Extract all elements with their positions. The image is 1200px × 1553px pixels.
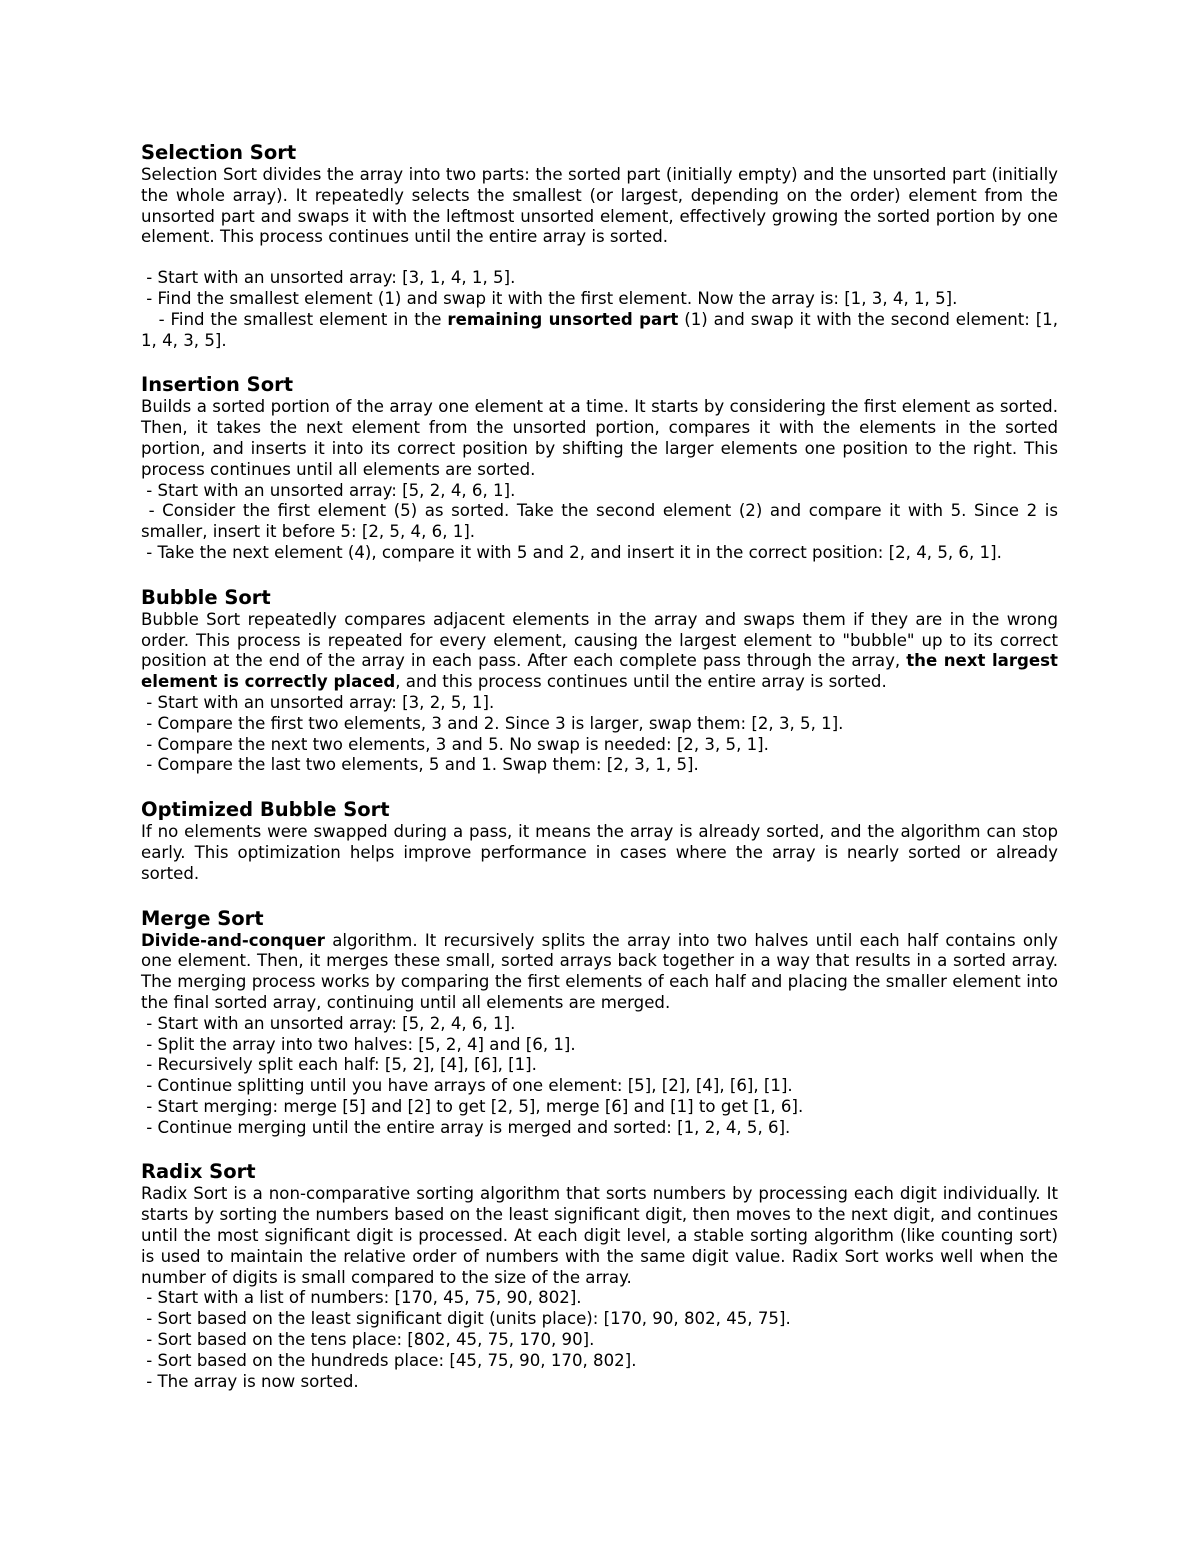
- section-heading: Merge Sort: [141, 906, 264, 930]
- section-paragraph: Selection Sort divides the array into two parts: the sorted part (initially empty) and the unsorted part (initially the whole array). It repeatedly selects the smallest (or largest, depending on the order) element from the unsorted part and swaps it with the leftmost unsorted element, effectively growing the sorted portion by one element. This process continues until the entire array is sorted.: [141, 165, 1058, 247]
- step-item: - Take the next element (4), compare it with 5 and 2, and insert it in the correct position: [2, 4, 5, 6, 1].: [141, 542, 1002, 562]
- section-merge-sort: [141, 905, 1058, 1139]
- section-heading: Selection Sort: [141, 141, 297, 164]
- section-insertion-sort: [141, 371, 1064, 563]
- section-heading: Insertion Sort: [141, 373, 294, 397]
- step-item: - Compare the last two elements, 5 and 1. Swap them: [2, 3, 1, 5].: [141, 755, 699, 775]
- step-item: - Start with an unsorted array: [5, 2, 4, 6, 1].: [141, 1013, 516, 1033]
- section-paragraph: [141, 610, 1058, 693]
- section-optimized-bubble-sort: [141, 796, 1058, 884]
- paragraph-text: , and this process continues until the entire array is sorted.: [395, 672, 887, 692]
- section-paragraph: Builds a sorted portion of the array one element at a time. It starts by considering the first element as sorted. Then, it takes the next element from the unsorted portion, compares it with the elements in the sorted portion, and inserts it into its correct position by shifting the larger elements one position to the right. This process continues until all elements are sorted.: [141, 397, 1058, 479]
- section-paragraph: Radix Sort is a non-comparative sorting algorithm that sorts numbers by processing each digit individually. It starts by sorting the numbers based on the least significant digit, then moves to the next digit, and continues until the most significant digit is processed. At each digit level, a stable sorting algorithm (like counting sort) is used to maintain the relative order of numbers with the same digit value. Radix Sort works well when the number of digits is small compared to the size of the array.: [141, 1184, 1058, 1287]
- paragraph-text: Bubble Sort repeatedly compares adjacent elements in the array and swaps them if they are in the wrong order. This process is repeated for every element, causing the largest element to "bubble" up to its correct position at the end of the array in each pass. After each complete pass through the array,: [141, 609, 1058, 671]
- step-item: - Continue merging until the entire array is merged and sorted: [1, 2, 4, 5, 6].: [141, 1117, 791, 1137]
- section-paragraph: [141, 931, 1058, 1014]
- step-item: - Start with a list of numbers: [170, 45, 75, 90, 802].: [141, 1288, 582, 1308]
- step-list: [141, 1288, 1058, 1392]
- bold-phrase: remaining unsorted part: [447, 309, 679, 329]
- step-item: - Find the smallest element (1) and swap it with the first element. Now the array is: [1, 3, 4, 1, 5].: [141, 288, 958, 308]
- document-page: [141, 139, 1064, 1412]
- step-item: - The array is now sorted.: [141, 1371, 359, 1391]
- step-list: [141, 1014, 1058, 1139]
- step-item: - Sort based on the hundreds place: [45, 75, 90, 170, 802].: [141, 1350, 637, 1370]
- step-text: (1) and swap it with the second element: [1, 1, 4, 3, 5].: [141, 309, 1064, 350]
- bold-phrase: Divide-and-conquer: [141, 930, 325, 950]
- section-paragraph: If no elements were swapped during a pass, it means the array is already sorted, and the algorithm can stop early. This optimization helps improve performance in cases where the array is nearly sorted or already sorted.: [141, 822, 1058, 883]
- step-item: - Start merging: merge [5] and [2] to get [2, 5], merge [6] and [1] to get [1, 6].: [141, 1096, 804, 1116]
- step-item: - Sort based on the tens place: [802, 45, 75, 170, 90].: [141, 1330, 595, 1350]
- step-list: [141, 693, 1058, 776]
- step-item: - Recursively split each half: [5, 2], [4], [6], [1].: [141, 1055, 537, 1075]
- section-radix-sort: [141, 1158, 1058, 1392]
- paragraph-text: algorithm. It recursively splits the array into two halves until each half contains only one element. Then, it merges these small, sorted arrays back together in a way that results in a sorted array. The merging process works by comparing the first elements of each half and placing the smaller element into the final sorted array, continuing until all elements are merged.: [141, 930, 1058, 1012]
- step-item: - Start with an unsorted array: [3, 2, 5, 1].: [141, 692, 495, 712]
- bold-phrase: the next largest element is correctly placed: [141, 651, 1058, 692]
- step-item: - Start with an unsorted array: [3, 1, 4, 1, 5].: [141, 268, 516, 288]
- step-list: [141, 480, 1064, 564]
- step-item: - Continue splitting until you have arrays of one element: [5], [2], [4], [6], [1].: [141, 1076, 793, 1096]
- section-bubble-sort: [141, 584, 1058, 776]
- step-item: - Split the array into two halves: [5, 2, 4] and [6, 1].: [141, 1034, 576, 1054]
- step-text: - Find the smallest element in the: [141, 309, 448, 329]
- step-item: - Sort based on the least significant digit (units place): [170, 90, 802, 45, 75].: [141, 1309, 791, 1329]
- step-item: - Start with an unsorted array: [5, 2, 4, 6, 1].: [141, 480, 516, 500]
- step-item: [141, 309, 1064, 352]
- section-heading: Radix Sort: [141, 1160, 256, 1184]
- step-item: - Compare the next two elements, 3 and 5. No swap is needed: [2, 3, 5, 1].: [141, 734, 769, 754]
- step-item: - Compare the first two elements, 3 and 2. Since 3 is larger, swap them: [2, 3, 5, 1].: [141, 713, 844, 733]
- step-item: - Consider the first element (5) as sorted. Take the second element (2) and compare it with 5. Since 2 is smaller, insert it before 5: [2, 5, 4, 6, 1].: [141, 501, 1064, 542]
- section-selection-sort: [141, 139, 1064, 351]
- section-heading: Optimized Bubble Sort: [141, 798, 390, 822]
- step-list: [141, 268, 1064, 351]
- section-heading: Bubble Sort: [141, 585, 271, 609]
